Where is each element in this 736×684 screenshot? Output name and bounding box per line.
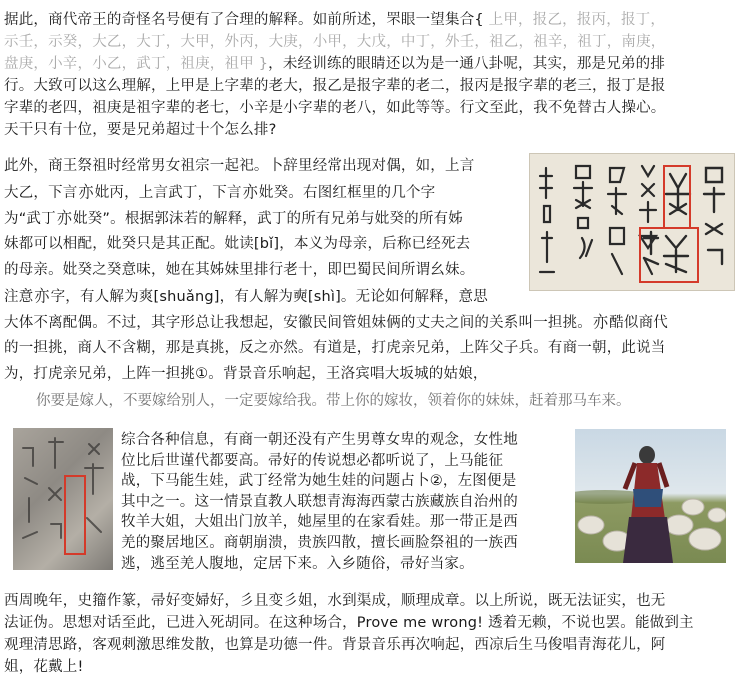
stone-rubbing-image	[13, 428, 113, 570]
p1-line-1: 据此，商代帝王的奇怪名号便有了合理的解释。如前所述，罘眼一望集合{ 上甲，报乙，报丙，报丁，	[4, 12, 666, 28]
paragraph-4: 西周晚年，史籀作篆，帚好变婦好，彡且变彡姐，水到渠成，顺理成章。以上所说，既无法证实，也无 法证伪。思想对话至此，已进入死胡同。在这种场合，Prove me wrong! 透着无赖，不说也罢。能做到主 观理清思路，客观刺激思维发散，也算是功德一件。背景音乐再次响起，西凉后生马俊唱青海花儿，阿 姐，花戴上!	[4, 593, 694, 675]
p1-line-2: 示壬，示癸，大乙，大丁，大甲，外丙，大庚，小甲，大戊，中丁，外壬，祖乙，祖辛，祖丁，南庚，	[4, 34, 666, 50]
p1-line-3: 盘庚，小辛，小乙，武丁，祖庚，祖甲 }，未经训练的眼睛还以为是一通八卦呢，其实，那是兄弟的排	[4, 56, 666, 72]
shepherd-woman-drawing	[575, 429, 726, 563]
p1-line-4: 行。大致可以这么理解，上甲是上字辈的老大，报乙是报字辈的老二，报丙是报字辈的老三，报丁是报	[4, 78, 666, 94]
oracle-bone-rubbing-drawing	[530, 154, 734, 290]
oracle-glyph: 亦	[242, 182, 258, 202]
paragraph-3: 综合各种信息，有商一朝还没有产生男尊女卑的观念，女性地 位比后世谨代都要高。帚好的传说想必都听说了，上马能征 战，下马能生娃，武丁经常为她生娃的问题占卜②，左图便是 其中之一。这一情景直教人联想青海海西蒙古族藏族自治州的 牧羊大姐，大姐出门放羊，她屋里的在家看娃。那一带正是西 羌的聚居地区。商朝崩溃，贵族四散，擅长画脸祭祖的一族西 逃，逃至羌人腹地，定居下来。入乡随俗，帚好当家。	[121, 432, 518, 572]
oracle-glyph: 亦	[593, 312, 609, 332]
p1-line-6: 天干只有十位，要是兄弟超过十个怎么排?	[4, 122, 277, 138]
oracle-glyph: 亦	[56, 208, 73, 228]
p1-line-5: 字辈的老四，祖庚是祖字辈的老七，小辛是小字辈的老八，如此等等。行文至此，我不免替古人操心。	[4, 100, 666, 116]
oracle-bone-rubbing-image	[529, 153, 735, 291]
shepherd-woman-photo	[575, 429, 726, 563]
oracle-glyph: 亦	[34, 286, 50, 306]
paragraph-1	[4, 9, 666, 141]
paragraph-2: 此外，商王祭祖时经常男女祖宗一起祀。卜辞里经常出现对偶，如，上言 大乙，下言亦妣丙，上言武丁，下言亦妣癸。右图红框里的几个字 为“武丁亦妣癸”。根据郭沫若的解释，武丁的所有兄弟与妣癸的所有姊 妹都可以相配，妣癸只是其正配。妣读[bǐ]，本义为母亲，后称已经死去 的母亲。妣癸之癸意味，她在其姊妹里排行老十，即巴蜀民间所谓幺妹。 注意亦字，有人解为爽[shuǎng]，有人解为奭[shì]。无论如何解释，意思 大体不离配偶。不过，其字形总让我想起，安徽民间管姐妹俩的丈夫之间的关系叫一担挑。亦酷似商代 的一担挑，商人不含糊，那是真挑，反之亦然。有道是，打虎亲兄弟，上阵父子兵。有商一朝，此说当 为，打虎亲兄弟，上阵一担挑①。背景音乐响起，王洛宾唱大坂城的姑娘，	[4, 158, 669, 382]
stone-rubbing-drawing	[13, 428, 113, 570]
oracle-glyph: 亦	[78, 182, 94, 202]
song-lyrics-quote: 你要是嫁人，不要嫁给别人，一定要嫁给我。带上你的嫁妆，领着你的妹妹，赶着那马车来。	[36, 393, 631, 409]
